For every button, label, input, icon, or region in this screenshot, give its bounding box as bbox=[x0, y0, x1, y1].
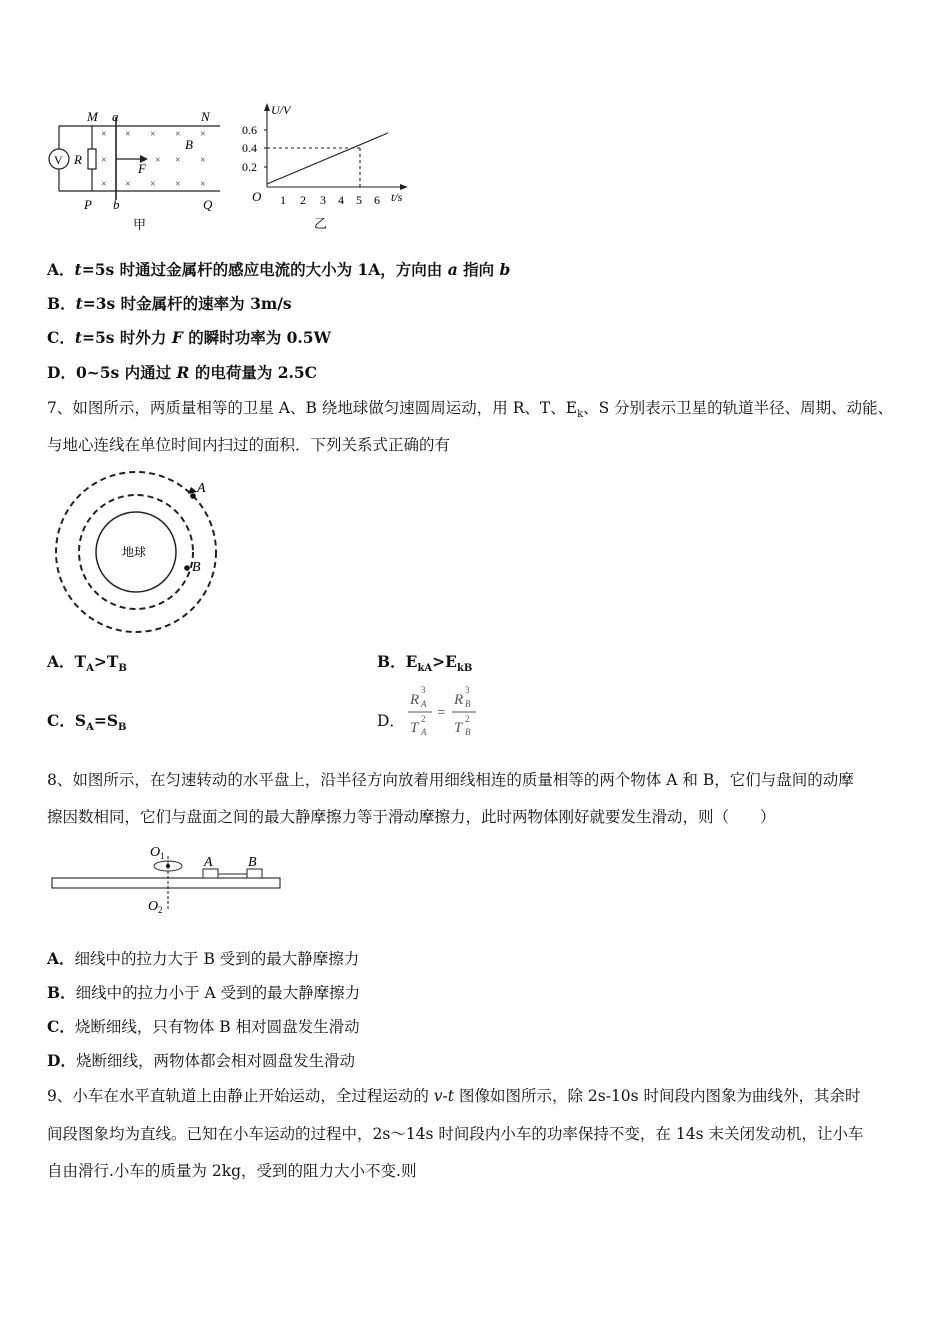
q7-option-d-formula bbox=[404, 684, 484, 740]
x-tick-label: 5 bbox=[356, 193, 362, 207]
svg-text:T: T bbox=[454, 720, 463, 736]
x-tick-label: 1 bbox=[280, 193, 286, 207]
q8-stem-line2: 擦因数相同，它们与盘面之间的最大静摩擦力等于滑动摩擦力，此时两物体刚好就要发生滑动，则（ ） bbox=[47, 808, 776, 826]
field-cross: × bbox=[175, 179, 181, 190]
field-cross: × bbox=[125, 179, 131, 190]
svg-text:A: A bbox=[421, 699, 427, 709]
field-cross: × bbox=[125, 129, 131, 140]
svg-text:3: 3 bbox=[421, 685, 426, 695]
svg-text:R: R bbox=[454, 692, 464, 708]
q8-option-c: C．烧断细线，只有物体 B 相对圆盘发生滑动 bbox=[47, 1017, 360, 1036]
y-tick-label: 0.2 bbox=[242, 160, 257, 174]
block-b-label: B bbox=[248, 855, 257, 870]
axis-o2-label: O bbox=[148, 899, 159, 914]
q7-stem-line2: 与地心连线在单位时间内扫过的面积．下列关系式正确的有 bbox=[47, 436, 451, 454]
field-cross: × bbox=[200, 179, 206, 190]
force-label: F bbox=[138, 161, 146, 176]
svg-text:R: R bbox=[410, 692, 420, 708]
resistor-label: R bbox=[74, 152, 82, 167]
label-Q: Q bbox=[203, 197, 213, 212]
axis-o1-sub: 1 bbox=[160, 851, 165, 861]
q8-option-d: D．烧断细线，两物体都会相对圆盘发生滑动 bbox=[47, 1051, 355, 1070]
x-axis-label: t/s bbox=[391, 190, 403, 204]
earth-label: 地球 bbox=[122, 545, 147, 559]
svg-text:T: T bbox=[410, 720, 419, 736]
y-axis-label: U/V bbox=[271, 103, 291, 117]
ut-graph-yi bbox=[238, 100, 413, 235]
field-cross: × bbox=[101, 129, 107, 140]
y-tick-label: 0.6 bbox=[242, 123, 257, 137]
q6-option-c: C．t=5s 时外力 F 的瞬时功率为 0.5W bbox=[47, 328, 331, 347]
field-cross: × bbox=[155, 155, 161, 166]
field-label: B bbox=[185, 137, 193, 152]
x-tick-label: 6 bbox=[374, 193, 380, 207]
svg-text:2: 2 bbox=[421, 714, 426, 724]
label-P: P bbox=[84, 197, 92, 212]
q7-option-a: A．$T_A>T_B$ bbox=[47, 652, 127, 675]
field-cross: × bbox=[150, 179, 156, 190]
svg-text:B: B bbox=[465, 699, 471, 709]
origin-label: O bbox=[252, 189, 262, 204]
svg-text:=: = bbox=[437, 705, 446, 721]
q6-option-d: D．0~5s 内通过 R 的电荷量为 2.5C bbox=[47, 363, 318, 382]
q8-option-a: A．细线中的拉力大于 B 受到的最大静摩擦力 bbox=[47, 949, 360, 968]
axis-o1-label: O bbox=[150, 845, 161, 860]
q7-stem-line1: 7、如图所示，两质量相等的卫星 A、B 绕地球做匀速圆周运动，用 R、T、$E_k$、S 分别表示卫星的轨道半径、周期、动能、 bbox=[47, 399, 894, 421]
satellite-b-label: B bbox=[192, 560, 201, 575]
q7-option-d-letter: D． bbox=[377, 712, 405, 730]
q9-stem-line2: 间段图象均为直线。已知在小车运动的过程中，2s～14s 时间段内小车的功率保持不变，在 14s 末关闭发动机，让小车 bbox=[47, 1125, 864, 1143]
voltmeter-label: V bbox=[54, 153, 63, 167]
field-cross: × bbox=[101, 179, 107, 190]
q8-option-b: B．细线中的拉力小于 A 受到的最大静摩擦力 bbox=[47, 983, 361, 1002]
q7-option-c: C．$S_A=S_B$ bbox=[47, 711, 127, 734]
figure-caption-yi: 乙 bbox=[314, 216, 328, 231]
x-tick-label: 4 bbox=[338, 193, 344, 207]
label-a: a bbox=[112, 109, 119, 124]
label-N: N bbox=[201, 109, 210, 124]
axis-o2-sub: 2 bbox=[158, 905, 163, 915]
q9-stem-line1: 9、小车在水平直轨道上由静止开始运动，全过程运动的 v-t 图像如图所示，除 2s-10s 时间段内图象为曲线外，其余时 bbox=[47, 1087, 861, 1105]
satellite-a-label: A bbox=[197, 481, 206, 496]
field-cross: × bbox=[101, 155, 107, 166]
field-cross: × bbox=[200, 129, 206, 140]
q7-option-b: B．$E_{kA}>E_{kB}$ bbox=[377, 652, 473, 675]
q8-stem-line1: 8、如图所示，在匀速转动的水平盘上，沿半径方向放着用细线相连的质量相等的两个物体 A 和 B，它们与盘间的动摩 bbox=[47, 771, 854, 789]
block-a-label: A bbox=[204, 855, 213, 870]
svg-text:B: B bbox=[465, 727, 471, 737]
circuit-figure-jia bbox=[45, 105, 230, 235]
field-cross: × bbox=[175, 129, 181, 140]
label-b: b bbox=[113, 197, 120, 212]
q6-option-a: A．t=5s 时通过金属杆的感应电流的大小为 1A，方向由 a 指向 b bbox=[47, 260, 511, 279]
q9-stem-line3: 自由滑行.小车的质量为 2kg，受到的阻力大小不变.则 bbox=[47, 1162, 417, 1180]
q6-option-b: B．t=3s 时金属杆的速率为 3m/s bbox=[47, 294, 292, 313]
label-M: M bbox=[87, 109, 98, 124]
x-tick-label: 3 bbox=[320, 193, 326, 207]
field-cross: × bbox=[200, 155, 206, 166]
field-cross: × bbox=[175, 155, 181, 166]
x-tick-label: 2 bbox=[300, 193, 306, 207]
field-cross: × bbox=[150, 129, 156, 140]
figure-caption-jia: 甲 bbox=[133, 217, 147, 232]
orbit-figure bbox=[50, 470, 225, 640]
svg-text:2: 2 bbox=[465, 714, 470, 724]
y-tick-label: 0.4 bbox=[242, 141, 257, 155]
svg-text:3: 3 bbox=[465, 685, 470, 695]
svg-text:A: A bbox=[421, 727, 427, 737]
turntable-figure bbox=[48, 838, 288, 918]
